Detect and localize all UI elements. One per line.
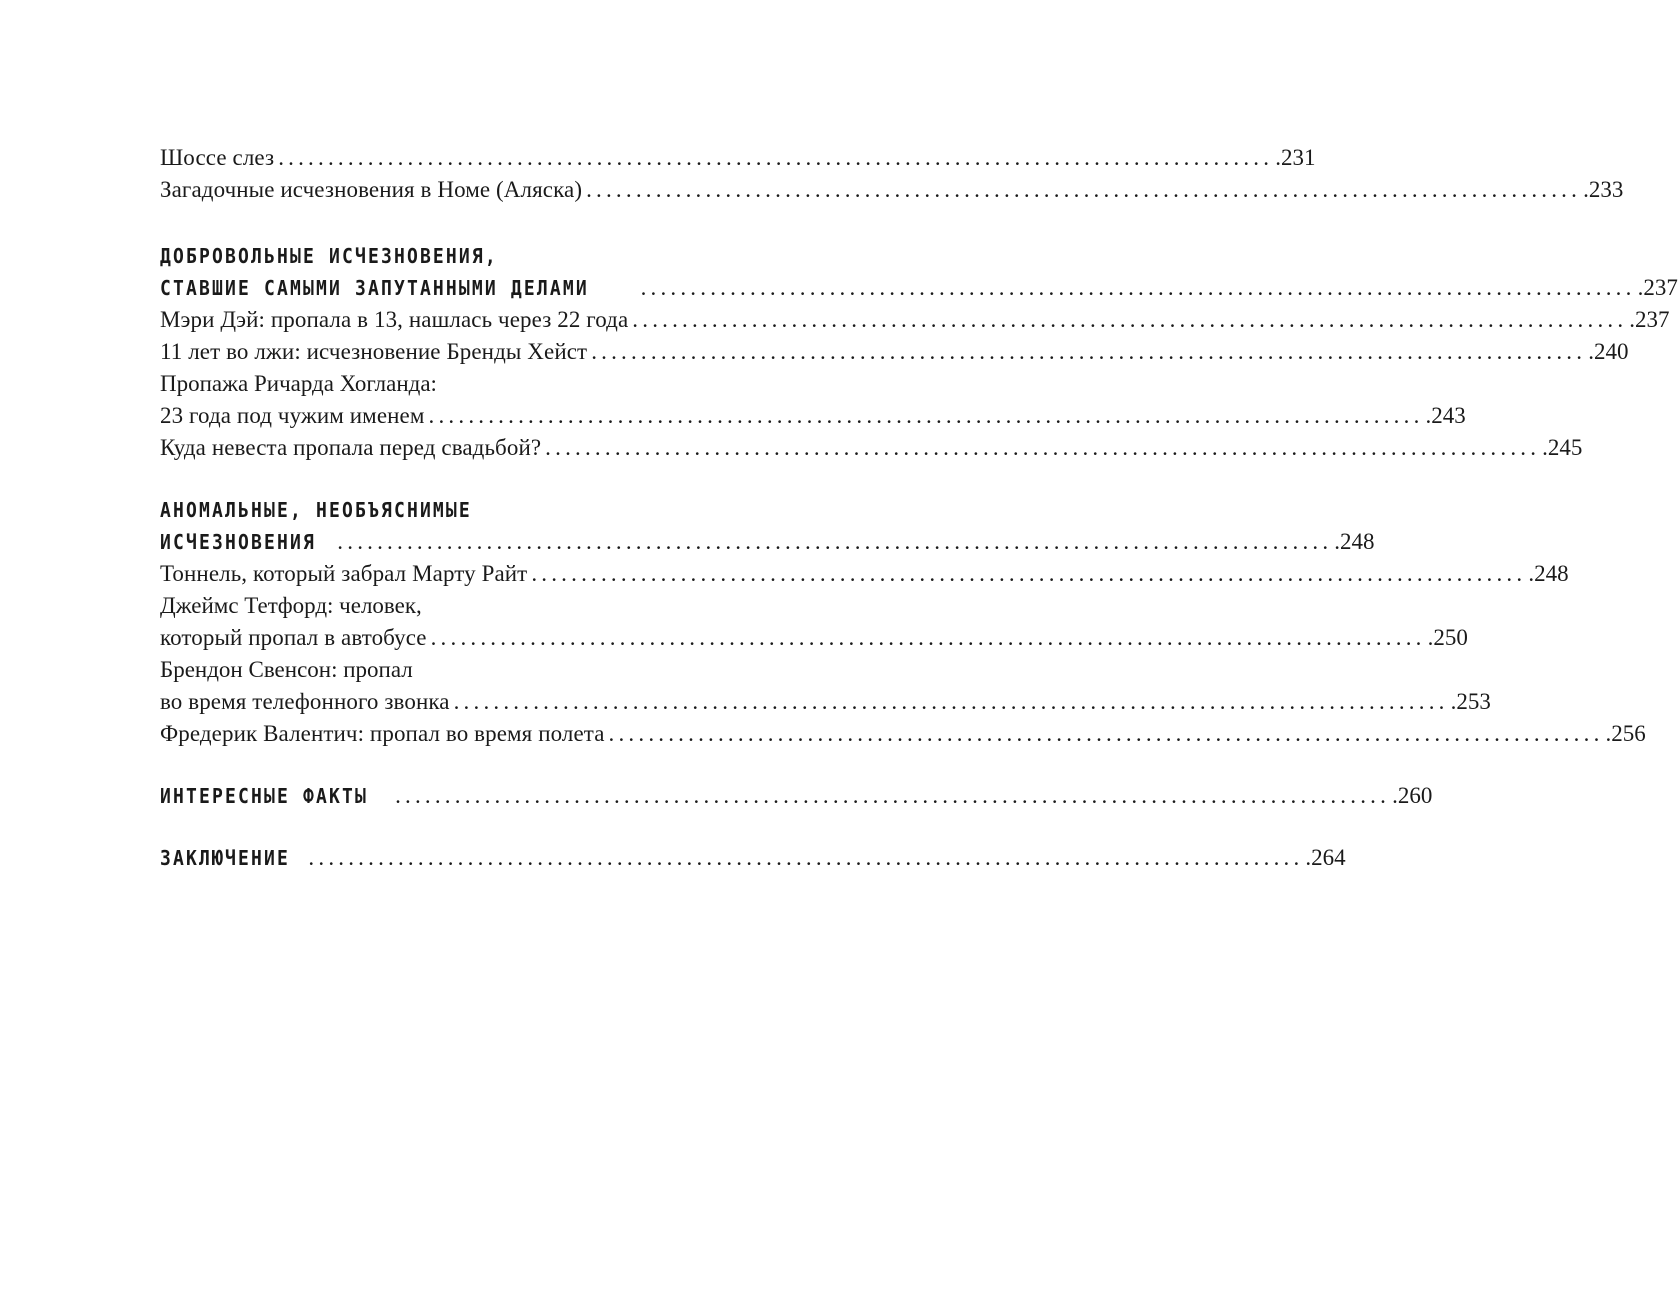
toc-entry-title: Куда невеста пропала перед свадьбой? — [160, 435, 542, 460]
toc-entry-title-line[interactable]: Пропажа Ричарда Хогланда: — [160, 371, 437, 396]
section-heading: ИСЧЕЗНОВЕНИЯ — [160, 530, 316, 554]
toc-entry-page: .237 — [1637, 275, 1678, 300]
section-heading: ДОБРОВОЛЬНЫЕ ИСЧЕЗНОВЕНИЯ, — [160, 244, 498, 268]
toc-entry-title-line[interactable]: Брендон Свенсон: пропал — [160, 657, 413, 682]
toc-entry-page: .237 — [1629, 307, 1670, 332]
toc-entry-page: .233 — [1583, 177, 1624, 202]
toc-entry-title-line[interactable]: Джеймс Тетфорд: человек, — [160, 593, 422, 618]
toc-entry-title: 11 лет во лжи: исчезновение Бренды Хейст — [160, 339, 588, 364]
toc-entry[interactable] — [160, 718, 1646, 750]
leader-dots: .................................................................................................... — [308, 845, 1304, 870]
toc-entry-title: во время телефонного звонка — [160, 689, 450, 714]
toc-entry[interactable] — [160, 432, 1583, 464]
leader-dots: .................................................................................................... — [430, 625, 1426, 650]
toc-entry-page: .240 — [1588, 339, 1629, 364]
toc-entry[interactable] — [160, 336, 1629, 368]
section-heading: АНОМАЛЬНЫЕ, НЕОБЪЯСНИМЫЕ — [160, 498, 472, 522]
leader-dots: .................................................................................................... — [632, 307, 1628, 332]
leader-dots: .................................................................................................... — [545, 435, 1541, 460]
toc-entry-page: .245 — [1542, 435, 1583, 460]
toc-entry-title: Тоннель, который забрал Марту Райт — [160, 561, 528, 586]
toc-entry-page: .248 — [1334, 529, 1375, 554]
section-heading: ЗАКЛЮЧЕНИЕ — [160, 846, 290, 870]
toc-entry-title: 23 года под чужим именем — [160, 403, 425, 428]
section-heading-line[interactable] — [160, 240, 752, 272]
toc-entry[interactable] — [160, 400, 1466, 432]
toc-entry[interactable] — [160, 304, 1670, 336]
toc-entry[interactable] — [160, 142, 1316, 174]
toc-entry[interactable] — [160, 622, 1468, 654]
toc-entry-title: Мэри Дэй: пропала в 13, нашлась через 22 года — [160, 307, 629, 332]
section-heading-line[interactable] — [160, 494, 752, 526]
toc-entry-page: .253 — [1450, 689, 1491, 714]
leader-dots: .................................................................................................... — [337, 529, 1333, 554]
table-of-contents — [160, 142, 1678, 874]
section-heading: ИНТЕРЕСНЫЕ ФАКТЫ — [160, 784, 368, 808]
section-heading-entry[interactable] — [160, 272, 1678, 304]
section-heading-entry[interactable] — [160, 526, 1375, 558]
leader-dots: .................................................................................................... — [453, 689, 1449, 714]
section-heading-entry[interactable] — [160, 842, 1346, 874]
toc-entry[interactable] — [160, 686, 1491, 718]
leader-dots: .................................................................................................... — [278, 145, 1274, 170]
toc-entry-title: который пропал в автобусе — [160, 625, 427, 650]
toc-entry[interactable] — [160, 174, 1624, 206]
leader-dots: .................................................................................................... — [531, 561, 1527, 586]
section-heading-entry[interactable] — [160, 780, 1433, 812]
toc-entry-page: .248 — [1528, 561, 1569, 586]
toc-entry-page: .264 — [1305, 845, 1346, 870]
toc-entry[interactable] — [160, 558, 1569, 590]
toc-entry-title: Фредерик Валентич: пропал во время полета — [160, 721, 605, 746]
leader-dots: .................................................................................................... — [586, 177, 1582, 202]
toc-entry-page: .231 — [1275, 145, 1316, 170]
leader-dots: .................................................................................................... — [591, 339, 1587, 364]
toc-entry-page: .260 — [1392, 783, 1433, 808]
leader-dots: .................................................................................................... — [395, 783, 1391, 808]
leader-dots: .................................................................................................... — [640, 275, 1636, 300]
toc-entry-page: .243 — [1425, 403, 1466, 428]
section-heading: СТАВШИЕ САМЫМИ ЗАПУТАННЫМИ ДЕЛАМИ — [160, 276, 589, 300]
toc-entry-title: Загадочные исчезновения в Номе (Аляска) — [160, 177, 583, 202]
leader-dots: .................................................................................................... — [428, 403, 1424, 428]
toc-entry-page: .256 — [1605, 721, 1646, 746]
toc-entry-page: .250 — [1427, 625, 1468, 650]
toc-entry-title: Шоссе слез — [160, 145, 275, 170]
leader-dots: .................................................................................................... — [608, 721, 1604, 746]
